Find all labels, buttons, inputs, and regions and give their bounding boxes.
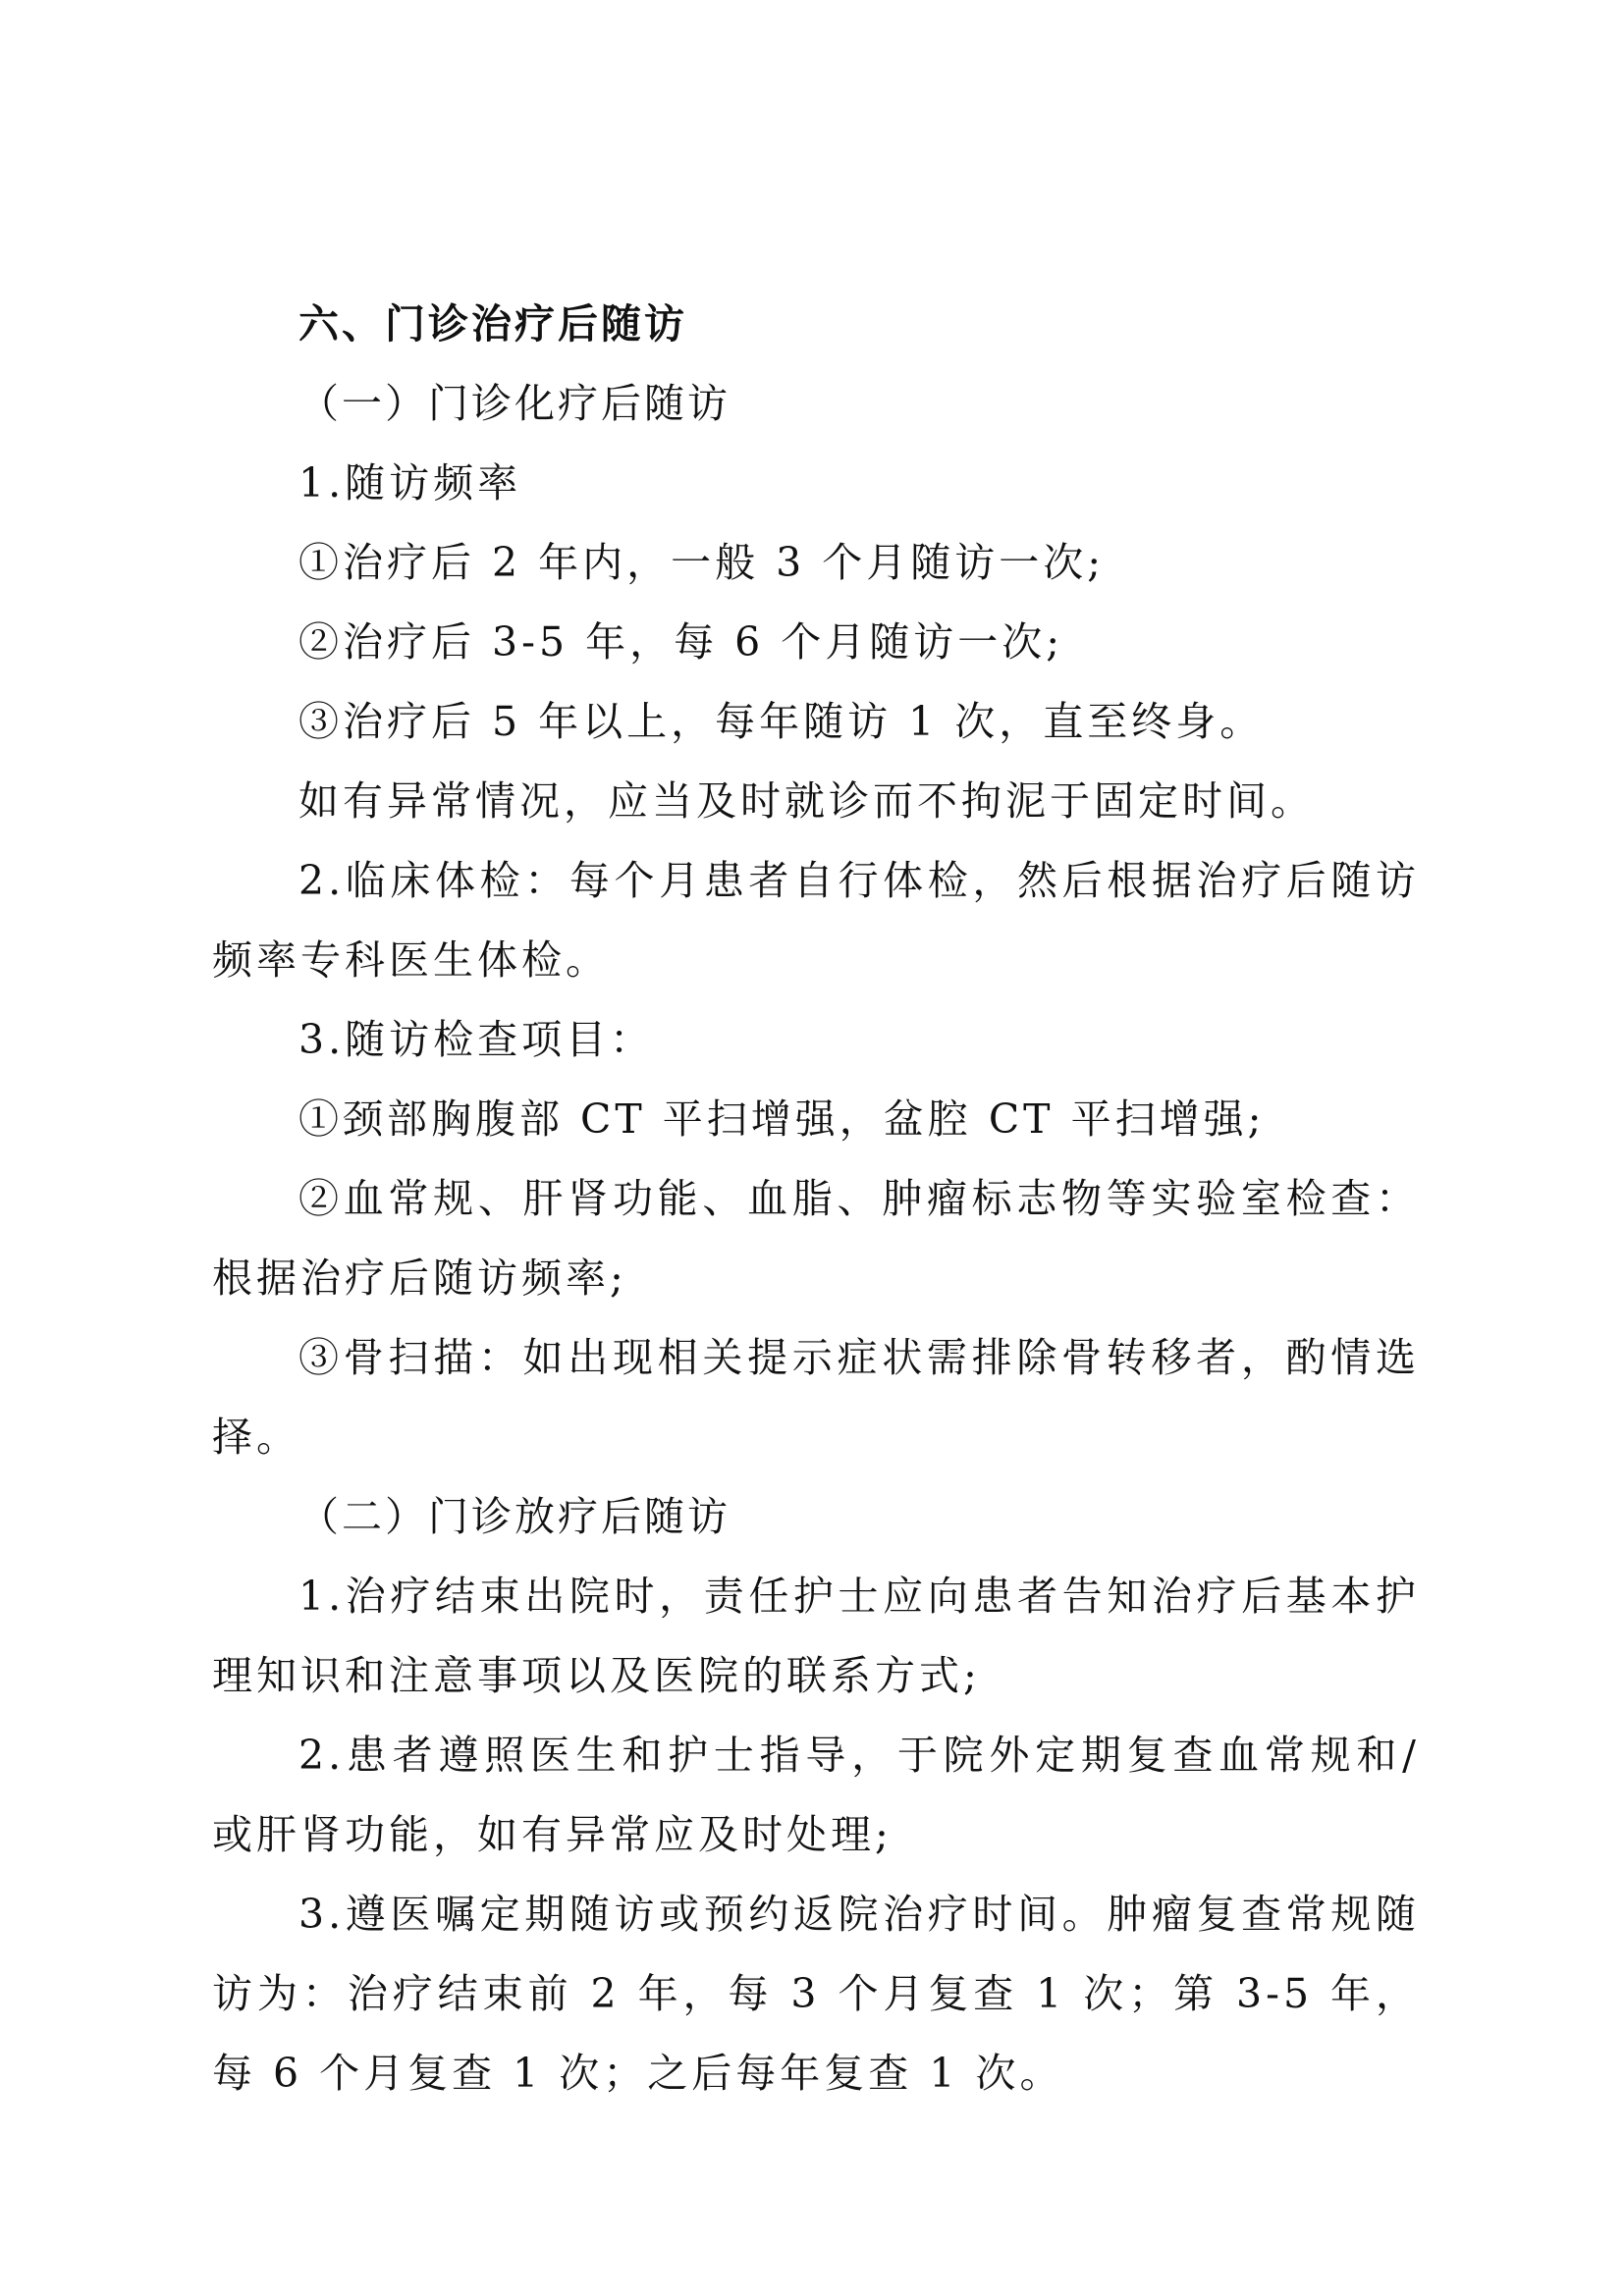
subsection-2-title: （二）门诊放疗后随访 (298, 1493, 731, 1540)
followup-exam-items-title: 3.随访检查项目： (298, 1016, 655, 1063)
exam-item-3: ③骨扫描：如出现相关提示症状需排除骨转移者，酌情选择。 (212, 1334, 1420, 1461)
frequency-line-1: ①治疗后 2 年内，一般 3 个月随访一次; (298, 539, 1106, 586)
clinical-exam-paragraph: 2.临床体检：每个月患者自行体检，然后根据治疗后随访频率专科医生体检。 (212, 857, 1420, 984)
radiotherapy-item-1: 1.治疗结束出院时，责任护士应向患者告知治疗后基本护理知识和注意事项以及医院的联系方式; (212, 1573, 1420, 1699)
exam-item-2: ②血常规、肝肾功能、血脂、肿瘤标志物等实验室检查：根据治疗后随访频率; (212, 1175, 1420, 1302)
document-body (212, 285, 1420, 2113)
frequency-line-2: ②治疗后 3-5 年，每 6 个月随访一次; (298, 618, 1064, 666)
followup-frequency-title: 1.随访频率 (298, 459, 522, 507)
subsection-1-title: （一）门诊化疗后随访 (298, 380, 731, 427)
section-title: 六、门诊治疗后随访 (298, 300, 687, 347)
exam-item-1: ①颈部胸腹部 CT 平扫增强，盆腔 CT 平扫增强; (298, 1095, 1266, 1143)
frequency-line-3: ③治疗后 5 年以上，每年随访 1 次，直至终身。 (298, 698, 1265, 745)
radiotherapy-item-2: 2.患者遵照医生和护士指导，于院外定期复查血常规和/或肝肾功能，如有异常应及时处理; (212, 1732, 1420, 1858)
frequency-note: 如有异常情况，应当及时就诊而不拘泥于固定时间。 (298, 777, 1315, 825)
radiotherapy-item-3: 3.遵医嘱定期随访或预约返院治疗时间。肿瘤复查常规随访为：治疗结束前 2 年，每 3 个月复查 1 次；第 3-5 年，每 6 个月复查 1 次；之后每年复查 1 次。 (212, 1891, 1420, 2097)
